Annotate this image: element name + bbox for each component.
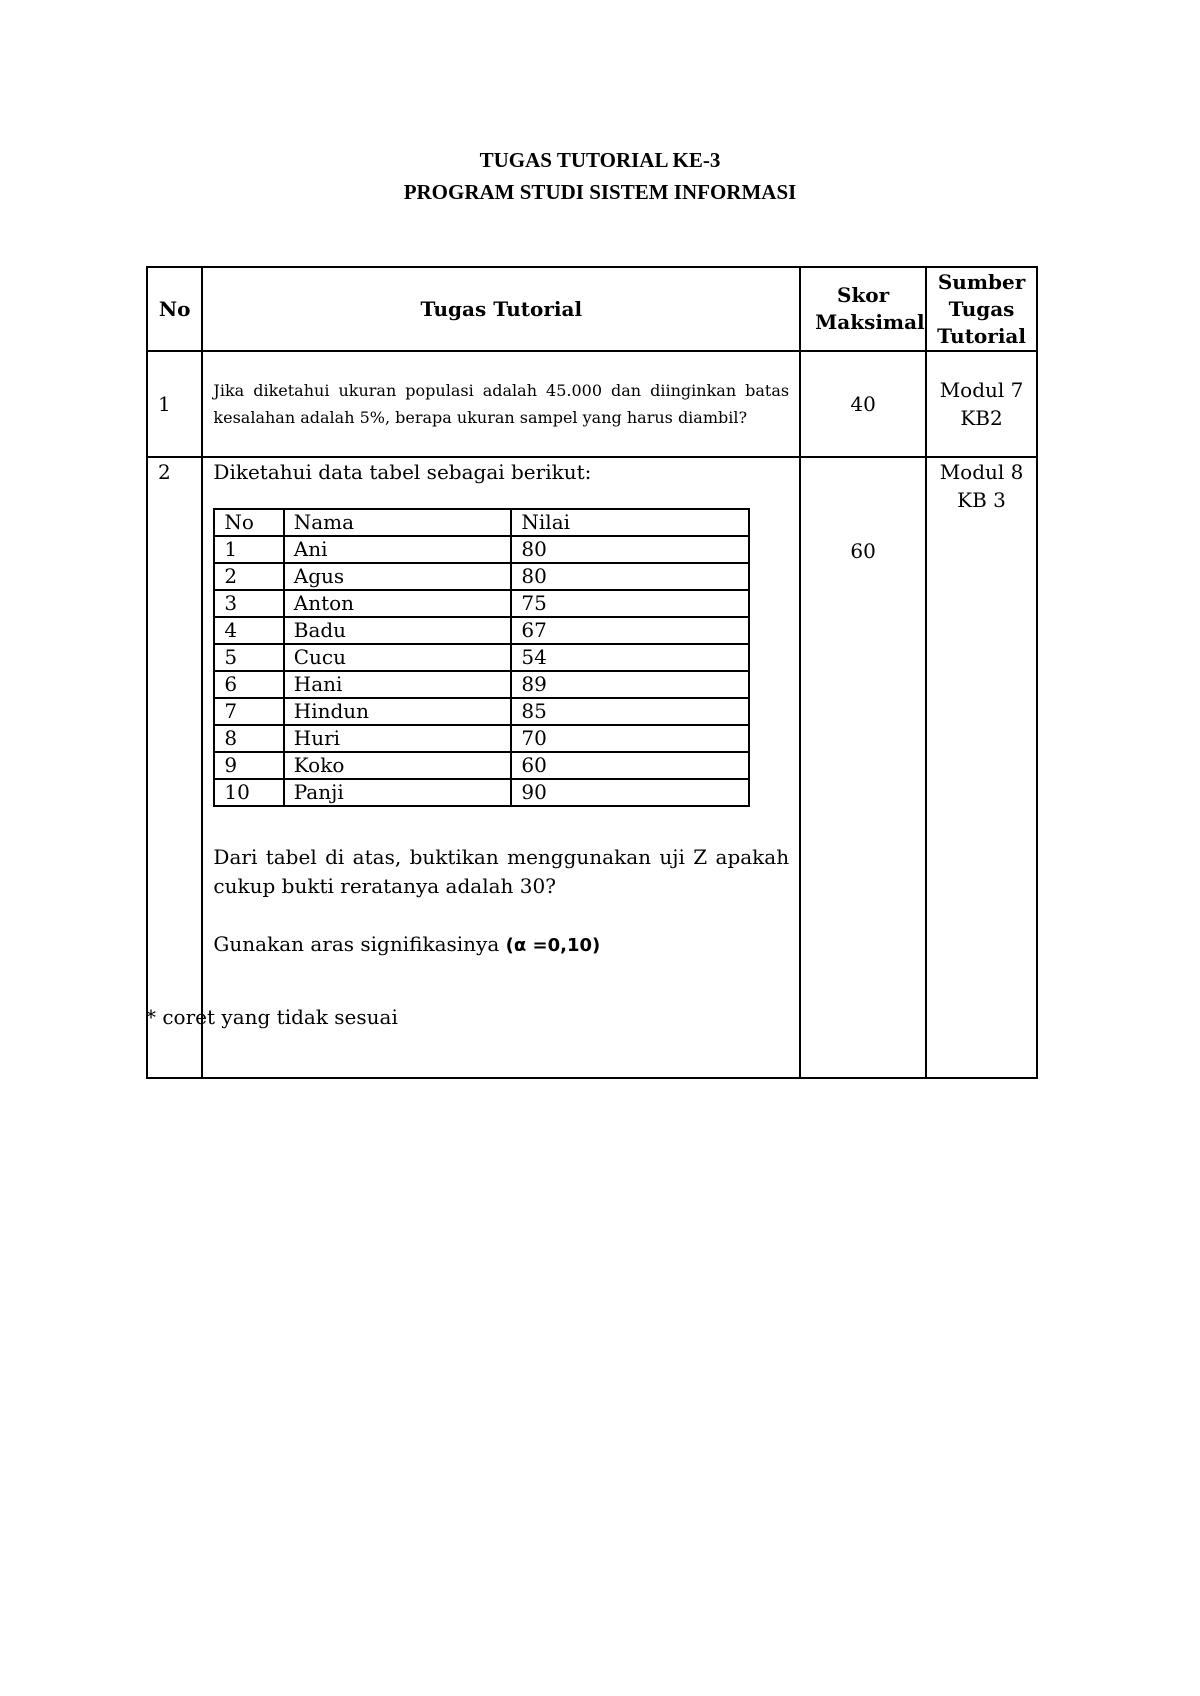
data-cell-value: 80 <box>511 563 749 590</box>
data-header-name: Nama <box>284 509 512 536</box>
task-source <box>926 351 1037 457</box>
title-line-2: PROGRAM STUDI SISTEM INFORMASI <box>403 180 797 204</box>
row-number: 2 <box>147 457 202 1078</box>
data-table-header-row <box>214 509 749 536</box>
data-cell-no: 5 <box>214 644 283 671</box>
table-header-row <box>147 267 1037 351</box>
data-header-no: No <box>214 509 283 536</box>
data-cell-value: 60 <box>511 752 749 779</box>
row-number: 1 <box>147 351 202 457</box>
data-cell-no: 7 <box>214 698 283 725</box>
data-table-row <box>214 590 749 617</box>
header-no: No <box>147 267 202 351</box>
header-source: Sumber Tugas Tutorial <box>926 267 1037 351</box>
table-row <box>147 457 1037 1078</box>
data-cell-name: Hani <box>284 671 512 698</box>
title-line-1: TUGAS TUTORIAL KE-3 <box>479 148 721 172</box>
alpha-value: (α =0,10) <box>505 935 601 956</box>
data-table-row <box>214 698 749 725</box>
data-cell-value: 75 <box>511 590 749 617</box>
table-row <box>147 351 1037 457</box>
task-source <box>926 457 1037 1078</box>
data-table-row <box>214 779 749 806</box>
data-cell-value: 90 <box>511 779 749 806</box>
data-cell-name: Panji <box>284 779 512 806</box>
significance-line <box>213 930 789 960</box>
max-score: 40 <box>800 351 926 457</box>
task-question: Dari tabel di atas, buktikan menggunakan uji Z apakah cukup bukti reratanya adalah 30? <box>213 845 790 898</box>
task-intro: Diketahui data tabel sebagai berikut: <box>213 460 592 484</box>
data-cell-value: 85 <box>511 698 749 725</box>
data-cell-value: 89 <box>511 671 749 698</box>
data-cell-no: 3 <box>214 590 283 617</box>
header-score: Skor Maksimal <box>800 267 926 351</box>
significance-text: Gunakan aras signifikasinya <box>213 932 506 956</box>
task-text: Jika diketahui ukuran populasi adalah 45.000 dan diinginkan batas kesalahan adalah 5%, berapa ukuran sampel yang harus diambil? <box>202 351 800 457</box>
data-table-row <box>214 563 749 590</box>
source-kb: KB 3 <box>957 488 1006 512</box>
data-cell-value: 67 <box>511 617 749 644</box>
data-cell-no: 6 <box>214 671 283 698</box>
data-cell-name: Ani <box>284 536 512 563</box>
source-kb: KB2 <box>960 406 1003 430</box>
data-cell-no: 1 <box>214 536 283 563</box>
task-content <box>202 457 800 1078</box>
source-module: Modul 8 <box>939 460 1024 484</box>
source-module: Modul 7 <box>939 378 1024 402</box>
tutorial-task-table <box>146 266 1038 1079</box>
data-cell-name: Cucu <box>284 644 512 671</box>
data-cell-name: Hindun <box>284 698 512 725</box>
data-header-value: Nilai <box>511 509 749 536</box>
data-table-body <box>214 536 749 806</box>
data-cell-no: 9 <box>214 752 283 779</box>
data-cell-value: 54 <box>511 644 749 671</box>
data-cell-name: Badu <box>284 617 512 644</box>
data-cell-value: 70 <box>511 725 749 752</box>
data-cell-no: 10 <box>214 779 283 806</box>
data-table <box>213 508 750 807</box>
data-table-row <box>214 644 749 671</box>
document-title <box>0 144 1200 208</box>
data-cell-name: Koko <box>284 752 512 779</box>
data-table-row <box>214 536 749 563</box>
max-score: 60 <box>800 457 926 1078</box>
data-cell-no: 8 <box>214 725 283 752</box>
header-task: Tugas Tutorial <box>202 267 800 351</box>
data-cell-no: 2 <box>214 563 283 590</box>
data-table-row <box>214 725 749 752</box>
footnote: * coret yang tidak sesuai <box>146 1005 398 1029</box>
data-table-row <box>214 752 749 779</box>
data-cell-no: 4 <box>214 617 283 644</box>
data-cell-name: Agus <box>284 563 512 590</box>
data-cell-name: Huri <box>284 725 512 752</box>
data-table-row <box>214 617 749 644</box>
data-cell-name: Anton <box>284 590 512 617</box>
data-cell-value: 80 <box>511 536 749 563</box>
data-table-row <box>214 671 749 698</box>
